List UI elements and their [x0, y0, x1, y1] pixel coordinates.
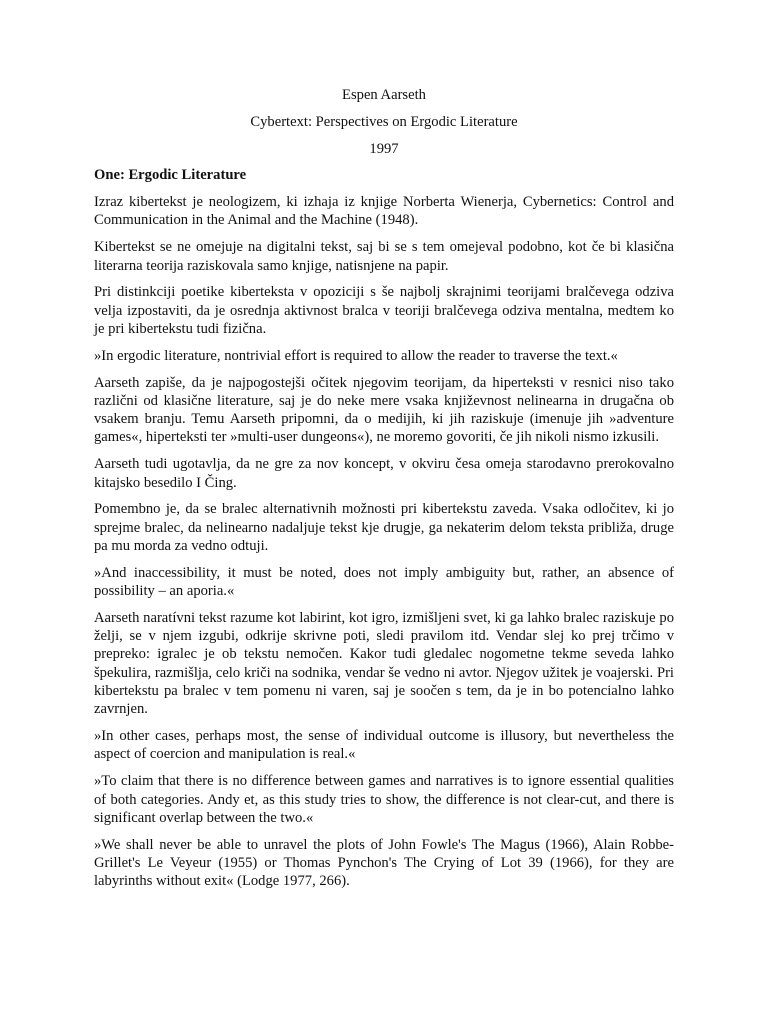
paragraph: Pomembno je, da se bralec alternativnih možnosti pri kibertekstu zaveda. Vsaka odločitev, ki jo sprejme bralec, da nelinearno nadaljuje tekst kje drugje, ga nekaterim delom teksta približa, druge pa mu morda za vedno odtuji. [94, 501, 674, 554]
paragraph: Aarseth zapiše, da je najpogostejši očitek njegovim teorijam, da hiperteksti v resnici niso tako različni od klasične literature, saj je do neke mere vsaka književnost nelinearna in drugačna ob vsakem branju. Temu Aarseth pripomni, da o medijih, ki jih raziskuje (imenuje jih »adventure games«, hiperteksti ter »multi-user dungeons«), ne moremo govoriti, če jih nikoli nismo izkusili. [94, 374, 674, 446]
book-title: Cybertext: Perspectives on Ergodic Literature [250, 113, 518, 130]
quote-paragraph: »To claim that there is no difference between games and narratives is to ignore essential qualities of both categories. Andy et, as this study tries to show, the difference is not clear-cut, and there is significant overlap between the two.« [94, 773, 674, 826]
quote-paragraph: »We shall never be able to unravel the plots of John Fowle's The Magus (1966), Alain Robbe-Grillet's Le Veyeur (1955) or Thomas Pynchon's The Crying of Lot 39 (1966), for they are labyrinths without exit« (Lodge 1977, 266). [94, 836, 674, 890]
author-line: Espen Aarseth [342, 87, 426, 103]
publication-year: 1997 [369, 140, 399, 157]
paragraph: Aarseth naratívni tekst razume kot labirint, kot igro, izmišljeni svet, ki ga lahko bralec raziskuje po želji, se v njem izgubi, odkrije skrivne poti, sledi pravilom itd. Vendar slej ko prej trčimo v prepreko: igralec je ob tekstu nemočen. Kakor tudi gledalec nogometne tekme seveda lahko špekulira, razmišlja, celo kriči na sodnika, vendar še vedno ni avtor. Njegov užitek je voajerski. Pri kibertekstu pa bralec v tem pomenu ni varen, saj je soočen s tem, da je in bo potencialno lahko zavrnjen. [94, 609, 674, 718]
paragraph: Aarseth tudi ugotavlja, da ne gre za nov koncept, v okviru česa omeja starodavno prerokovalno kitajsko besedilo I Čing. [94, 456, 674, 491]
paragraph: Izraz kibertekst je neologizem, ki izhaja iz knjige Norberta Wienerja, Cybernetics: Control and Communication in the Animal and the Machine (1948). [94, 194, 674, 229]
paragraph: Pri distinkciji poetike kiberteksta v opoziciji s še najbolj skrajnimi teorijami bralčevega odziva velja izpostaviti, da je osrednja aktivnost bralca v teoriji bralčevega odziva mentalna, medtem ko je pri kibertekstu tudi fizična. [94, 284, 674, 337]
paragraph: Kibertekst se ne omejuje na digitalni tekst, saj bi se s tem omejeval podobno, kot če bi klasična literarna teorija raziskovala samo knjige, natisnjene na papir. [94, 239, 674, 274]
section-heading: One: Ergodic Literature [94, 167, 247, 184]
quote-paragraph: »And inaccessibility, it must be noted, does not imply ambiguity but, rather, an absence of possibility – an aporia.« [94, 564, 674, 600]
quote-paragraph: »In other cases, perhaps most, the sense of individual outcome is illusory, but nevertheless the aspect of coercion and manipulation is real.« [94, 728, 674, 763]
quote-paragraph: »In ergodic literature, nontrivial effort is required to allow the reader to traverse the text.« [94, 347, 618, 364]
document-page [94, 86, 674, 899]
